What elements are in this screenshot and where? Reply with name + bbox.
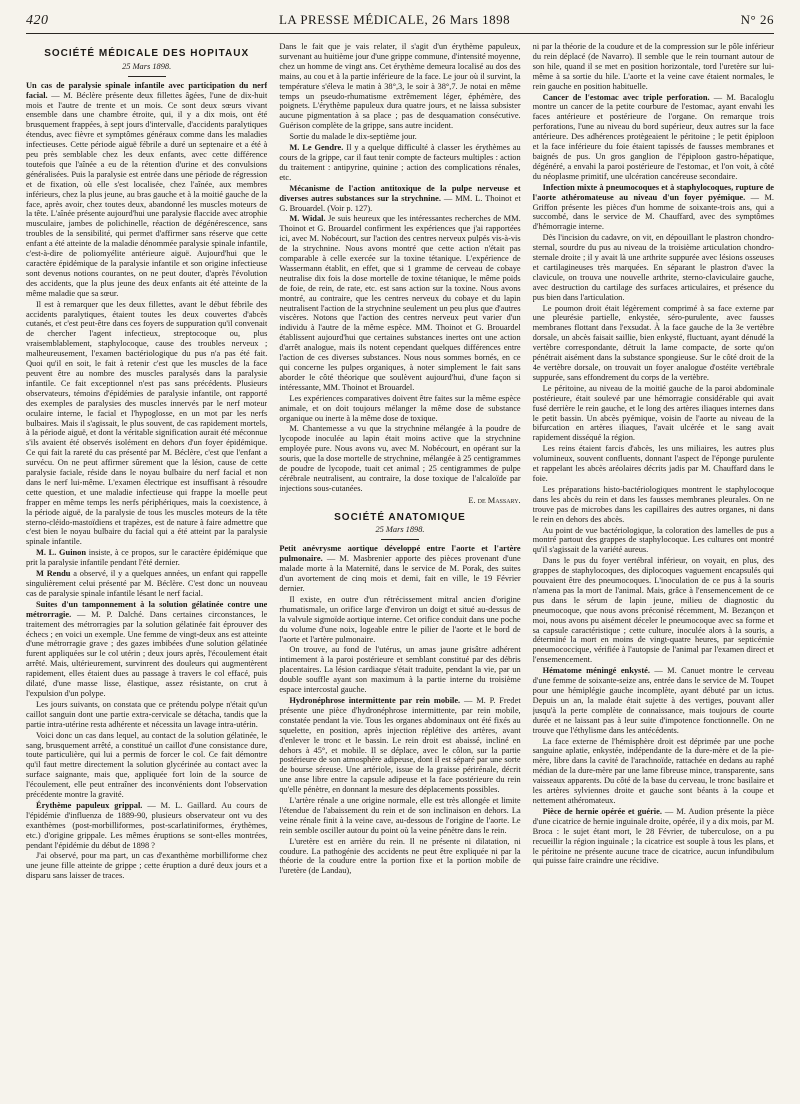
- paragraph: Sortie du malade le dix-septième jour.: [289, 132, 417, 142]
- paragraph: Les jours suivants, on constata que ce prétendu polype n'était qu'un caillot sanguin dont une partie extra-cervicale se détacha, tandis que la partie intra-utérine resta adhérente et nécessita un lavage intra-utérin.: [26, 699, 268, 729]
- paragraph: Il est à remarquer que les deux fillettes, avant le début fébrile des accidents paralytiques, étaient toutes les deux couvertes d'abcès cutanés, et c'est peut-être dans ces foyers de suppuration qu'il convenait de chercher l'agent infectieux, streptocoque ou, plus vraisemblablement, staphylocoque, cause des troubles nerveux ; malheureusement, l'examen bactériologique du pus n'a pas été fait. Quoi qu'il en soit, le fait à retenir c'est que les muscles de la face peuvent être au nombre des muscles paralysés dans la paralysie infantile. Ce fait exceptionnel n'est pas sans précédents. Plusieurs observateurs, témoins d'épidémies de paralysie infantile, ont rapporté des exemples de paralysies des muscles innervés par le nerf moteur oculaire interne, le facial et l'hypoglosse, en un mot par les nerfs bulbaires. Mais il s'agissait, le plus souvent, de cas rapidement mortels, à la période aiguë, et dont la véritable signification aurait été méconnue s'ils avaient été observés isolément en dehors d'un foyer épidémique. Ce qui fait la rareté du cas présenté par M. Béclère, c'est que l'enfant a survécu. On ne peut affirmer sûrement que la lésion, cause de cette paralysie faciale, réside dans le noyau bulbaire du nerf facial et non dans le nerf lui-même. L'examen électrique est insuffisant à résoudre cette question, et une maladie infectieuse qui frappe la moelle peut frapper en même temps les nerfs périphériques, mais la coexistence, à la période aiguë, de la paralysie de tous les muscles moteurs de la tête sterno-cléido-mastoïdiens et trapèzes, est de nature à faire admettre que c'est bien le noyau bulbaire du facial qui a été atteint par la paralysie spinale infantile.: [26, 299, 268, 547]
- paragraph: [279, 143, 520, 183]
- speaker-name: M. Le Gendre.: [289, 143, 344, 153]
- paragraph: Les préparations histo-bactériologiques montrent le staphylocoque dans les abcès du rein et dans les fausses membranes pleurales. On ne trouve pas de microbes dans les capillaires des autres organes, ni dans le rein en dehors des abcès.: [532, 484, 774, 524]
- speaker-name: M. L. Guinon: [36, 548, 87, 558]
- article-title: Hydronéphrose intermittente par rein mobile.: [289, 695, 461, 705]
- paragraph: M. Chantemesse a vu que la strychnine mélangée à la poudre de lycopode inoculée au lapin était moins active que la strychnine employée pure. Nous avons vu, avec M. Nobécourt, en opérant sur la souris, que la dose mortelle de strychnine, mélangée à 25 centigrammes de poudre de lycopode, tuait cet animal ; 25 centigrammes de pulpe cérébrale neutralisent, au contraire, la dose toxique de l'alcaloïde par injections sous-cutanées.: [279, 424, 521, 493]
- paragraph-text: — MM. L. Thoinot et G. Brouardel. (Voir p. 127).: [279, 193, 521, 213]
- section-divider: [128, 76, 166, 77]
- article-title: Un cas de paralysie spinale infantile avec participation du nerf facial.: [26, 80, 268, 100]
- paragraph: Dans le pus du foyer vertébral inférieur, on voyait, en plus, des grappes de staphylocoques, des diplocoques vaguement encapsulés qui pouvaient être des pneumocoques. L'inoculation de ce pus à la souris n'amena pas la mort de l'animal. Mais, grâce à l'ensemencement de ce pus dans le sérum de lapin jeune, milieu de diagnostic du pneumocoque, que nous avons préconisé récemment, M. Bezançon et moi, nous avons pu aisément déceler le pneumocoque avec sa forme et sa capsule caractéristique ; cette culture, inoculée alors à la souris, a déterminé la mort en moins de vingt-quatre heures, par septicémie pneumococcique, vérifiée à l'autopsie de l'animal par l'examen direct et l'ensemencement.: [532, 556, 774, 665]
- journal-title: LA PRESSE MÉDICALE, 26 Mars 1898: [278, 12, 511, 27]
- paragraph-text: — M. Audion présente la pièce d'une cicatrice de hernie inguinale droite, opérée, il y a dix mois, par M. Broca : le sujet étant mort, le 28 Février, de tuberculose, on a pu recueillir la région inguinale ; la cicatrice est souple à tous les plans, et le péritoine ne présente aucune trace de cicatrice, aucun infundibulum qui puisse faire craindre une récidive.: [532, 806, 774, 866]
- text-columns: [26, 42, 774, 1102]
- paragraph-text: — M. Griffon présente les pièces d'un homme de soixante-trois ans, qui a succombé, dans le service de M. Chauffard, avec des symptômes d'hémorragie interne.: [532, 192, 774, 232]
- article-title: Suites d'un tamponnement à la solution gélatinée contre une métrorragie.: [26, 599, 268, 619]
- article-title: Infection mixte à pneumocoques et à staphylocoques, rupture de l'aorte athéromateuse au niveau d'un foyer pyémique.: [532, 182, 774, 202]
- paragraph-text: — M. Canuet montre le cerveau d'une femme de soixante-seize ans, entrée dans le service de M. Toupet pour une hémiplégie gauche incomplète, ayant débuté par un ictus. Depuis un an, la malade était sujette à des vertiges, pouvant aller jusqu'à la perte complète de connaissance, mais toujours de courte durée et ne laissant pas à leur suite d'impotence fonctionnelle. On ne trouve que l'éthylisme dans les antécédents.: [532, 666, 774, 735]
- column-3: [533, 42, 774, 1102]
- section-title: SOCIÉTÉ MÉDICALE DES HOPITAUX: [44, 48, 250, 59]
- paragraph-text: — M. P. Fredet présente une pièce d'hydronéphrose intermittente, par rein mobile, constatée pendant la vie. Tous les organes abdominaux ont été fixés au squelette, en position, après injection réplétive des artères, avant d'enlever le tronc et le bassin. Le rein droit est abaissé, incliné en dehors à 45°, et mobile. Il se déplace, avec le côlon, sur la partie postérieure de son atmosphère adipeuse, dont il est séparé par une sorte de bourse séreuse. Une artériole, issue de la graisse périrénale, décrit une anse libre entre la capsule adipeuse et la face postérieure du rein qu'elle pénètre, en donnant la mesure des déplacements possibles.: [279, 695, 521, 795]
- paragraph: L'uretère est en arrière du rein. Il ne présente ni dilatation, ni coudure. La pathogénie des accidents ne peut être expliquée ni par la théorie de la coudure entre la portion fixe et la portion mobile de l'uretère (de Landau),: [279, 836, 521, 876]
- paragraph: [279, 696, 520, 795]
- paragraph-text: insiste, à ce propos, sur le caractère épidémique que prit la paralysie infantile pendant l'été dernier.: [26, 548, 268, 568]
- paragraph-text: — M. Béclère présente deux fillettes âgées, l'une de dix-huit mois et l'autre de trente et un mois. Ce sont deux sœurs vivant ensemble dans une chambre étroite, qui, il y a dix mois, ont été brusquement frappées, à sept jours d'intervalle, d'accidents paralytiques étendus, avec fièvre et symptômes généraux comme dans les maladies infectieuses. Cette période aiguë fébrile a duré un septenaire et a été à peu près semblable chez les deux enfants, avec cette différence toutefois que l'aînée a eu de la rétention d'urine et des convulsions généralisées. Puis la paralysie est entrée dans une période de régression et de fixation, où elle s'est localisée, chez l'aînée, aux membres inférieurs, chez la plus jeune, au bras gauche et à la moitié gauche de la face, après avoir, chez toutes deux, abandonné les muscles moteurs de la tête. L'aînée présente aujourd'hui une paralysie flaccide avec atrophie musculaire, jambes de polichinelle, réaction de dégénérescence, sans troubles de la sensibilité, qui permet d'affirmer sans réserve que cette enfant a été atteinte de la maladie dénommée paralysie spinale infantile, c'est-à-dire de poliomyélite antérieure aiguë. Aujourd'hui que le caractère épidémique de la paralysie infantile et son origine infectieuse sont devenus notions courantes, on ne peut douter, d'après l'évolution des accidents, que la plus jeune des deux enfants ait été atteinte de la même maladie que sa sœur.: [26, 90, 268, 298]
- issue-number: N° 26: [740, 12, 774, 27]
- section-date: 25 Mars 1898.: [122, 61, 172, 71]
- section-date: 25 Mars 1898.: [375, 525, 425, 535]
- paragraph: [26, 600, 267, 699]
- paragraph: [533, 183, 774, 233]
- paragraph: [279, 214, 520, 392]
- paragraph: Les reins étaient farcis d'abcès, les uns miliaires, les autres plus volumineux, souvent confluents, donnant l'aspect de l'éponge purulente et rappelant les abcès aréolaires décrits jadis par M. Chauffard dans le foie.: [532, 444, 774, 483]
- paragraph-text: Il y a quelque difficulté à classer les érythèmes au cours de la grippe, car il faut tenir compte de facteurs multiples : action du traitement : antipyrine, quinine ; action des complications rénales, etc.: [279, 143, 521, 182]
- article-title: Pièce de hernie opérée et guérie.: [542, 806, 662, 816]
- article-title: Mécanisme de l'action antitoxique de la pulpe nerveuse et diverses autres substances sur la strychnine.: [279, 183, 521, 203]
- section-title: SOCIÉTÉ ANATOMIQUE: [334, 511, 466, 523]
- paragraph-text: — M. Masbrenier apporte des pièces provenant d'une malade morte à la Maternité, dans le service de M. Porak, des suites d'un avortement de cinq mois et demi, fait en ville, le 19 Février dernier.: [279, 554, 521, 594]
- paragraph: Le poumon droit était légèrement comprimé à sa face externe par une pleurésie partielle, enkystée, séro-purulente, avec fausses membranes flottant dans l'exsudat. À la face gauche de la 3e vertèbre dorsale, un abcès faisait saillie, bien enkysté, fluctuant, ayant dénudé la vertèbre correspondante, détruit la lame compacte, de sorte qu'on pénétrait aisément dans la substance spongieuse. Sur le côté droit de la 4e vertèbre dorsale, on trouvait un foyer analogue d'ostéite vertébrale suppurée, sans effondrement du corps de la vertèbre.: [532, 303, 774, 382]
- paragraph-text: — M. Bacaloglu montre un cancer de la petite courbure de l'estomac, ayant envahi les faces antérieure et postérieure de l'organe. On remarque trois perforations, l'une au niveau du bord supérieur, deux autres sur la face antérieure. Des adhérences protègeaient le péritoine ; le petit épiploon et la face inférieure du foie étaient tapissés de fausses membranes et baignés de pus. Un gros ganglion de l'épiploon gastro-hépatique, dégénéré, a envahi la paroi postérieure de l'estomac, et l'on voit, à côté du néoplasme primitif, une ulcération cancéreuse secondaire.: [532, 92, 774, 181]
- speaker-name: M. Widal.: [289, 214, 326, 224]
- paragraph: [26, 569, 267, 599]
- column-1: [26, 42, 267, 1102]
- paragraph: Le péritoine, au niveau de la moitié gauche de la paroi abdominale postérieure, était soulevé par une hémorragie considérable qui avait fusé derrière le rein gauche, et le long des artères iliaques internes dans le petit bassin. Un abcès pyémique, voisin de l'aorte au niveau de la bifurcation en artères iliaques, l'avait ulcérée et le sang avait rapidement disséqué la région.: [532, 383, 774, 443]
- paragraph: Dès l'incision du cadavre, on vit, en dépouillant le plastron chondro-sternal, sourdre du pus au niveau de la troisième articulation chondro-sternale droite ; il y avait là une arthrite suppurée avec lésions osseuses et cartilagineuses très marquées. En séparant le plastron d'avec la clavicule, on trouva une nouvelle arthrite, sterno-claviculaire gauche, avec destruction du cartilage des surfaces articulaires, et présence du pus bien dans l'articulation.: [532, 233, 774, 302]
- paragraph: Au point de vue bactériologique, la coloration des lamelles de pus a montré partout des grappes de staphylocoque. Les cultures ont montré qu'il s'agissait de la variété aureus.: [532, 525, 774, 555]
- paragraph: ni par la théorie de la coudure et de la compression sur le pôle inférieur du rein déplacé (de Navarro). Il semble que le rein tournant autour de son hile, quand il se met en position horizontale, tord l'uretère sur lui-même à sa sortie du hile. L'aorte et la veine cave étaient normales, le rein gauche en position habituelle.: [532, 42, 774, 91]
- column-2: [279, 42, 520, 1102]
- article-title: Hématome méningé enkysté.: [542, 666, 650, 676]
- article-title: Érythème papuleux grippal.: [36, 800, 143, 810]
- paragraph: [26, 81, 267, 299]
- paragraph: [279, 544, 520, 594]
- paragraph: [279, 184, 520, 214]
- paragraph-text: — M. L. Gaillard. Au cours de l'épidémie d'influenza de 1889-90, plusieurs observateur ont vu des exanthèmes (post-morbilliformes, post-scarlatiniformes, érythèmes, etc.) d'origine grippale. Les mêmes éruptions se sont-elles montrées, pendant l'épidémie du début de 1898 ?: [26, 800, 268, 850]
- paragraph: L'artère rénale a une origine normale, elle est très allongée et limite l'étendue de l'abaissement du rein et de son inclinaison en dehors. La veine rénale finit à la veine cave, au-dessous de l'origine de l'aorte. Le rein semble osciller autour du point où la veine pénètre dans le rein.: [279, 796, 521, 835]
- section-divider: [381, 539, 419, 540]
- paragraph: [533, 93, 774, 182]
- article-title: Petit anévrysme aortique développé entre l'aorte et l'artère pulmonaire.: [279, 544, 521, 564]
- paragraph: [26, 548, 267, 568]
- speaker-name: M Rendu: [36, 569, 71, 579]
- running-header: [26, 12, 774, 34]
- paragraph: [26, 801, 267, 851]
- paragraph: Dans le fait que je vais relater, il s'agit d'un érythème papuleux, survenant au huitième jour d'une grippe commune, d'intensité moyenne, chez un homme de vingt ans. Cet érythème demeura localisé au dos des mains, au cou et à la partie inférieure de la face. Le jour où il survint, la température s'éleva le matin à 38°,3, le soir à 38°,7. Je notai en même temps un pseudo-rhumatisme extrêmement léger, éphémère, des poignets. L'érythème papuleux dura quatre jours, et ne laissa subsister aucune pigmentation à sa place ; pas de desquamation consécutive. Guérison complète de la grippe, sans autre incident.: [279, 42, 521, 131]
- signature: E. de Massary.: [468, 495, 521, 505]
- page-number: 420: [26, 13, 49, 28]
- paragraph: [533, 666, 774, 735]
- paragraph-text: a observé, il y a quelques années, un enfant qui rappelle singulièrement celui présenté par M. Béclère. C'est donc un nouveau cas de paralysie spinale infantile lésant le nerf facial.: [26, 569, 268, 598]
- paragraph: Les expériences comparatives doivent être faites sur la même espèce animale, et on doit toujours mélanger la même dose de substance organique ou inerte à la même dose de toxique.: [279, 393, 521, 423]
- paragraph: La face externe de l'hémisphère droit est déprimée par une poche sanguine aplatie, enkystée, indépendante de la dure-mère et de la pie-mère, libre dans la cavité de l'arachnoïde, rattachée en dedans au raphé médian de la dure-mère par une lame fibreuse mince, transparente, sans vaisseaux apparents. Du côté de la base du cerveau, le tronc basilaire et les artères sylviennes droite et gauche sont béants à la coupe et nettement athéromateux.: [532, 736, 774, 805]
- paragraph-text: Je suis heureux que les intéressantes recherches de MM. Thoinot et G. Brouardel confirment les expériences que j'ai rapportées ici, avec M. Nobécourt, sur l'action des centres nerveux pulpés vis-à-vis de la strychnine. Nous avons montré que cette action n'était pas comparable à celle exercée sur la toxine tétanique. L'expérience de Wassermann établit, en effet, que si 1 gramme de cerveau de cobaye neutralise dix fois la dose mortelle de toxine tétanique, le même poids de foie, de rein, de rate, etc. est sans action sur la toxine. Nous avons montré, au contraire, que les centres nerveux du cobaye et du lapin neutralisent l'action de la strychnine seulement un peu plus que d'autres viscères. Notons que l'action des centres nerveux peut varier d'un individu à l'autre de la même espèce. MM. Thoinot et G. Brouardel établissent aujourd'hui que certaines substances inertes ont une action d'arrêt analogue, mais ils notent cependant quelques différences entre l'action de ces diverses substances. Nous nous sommes bornés, en ce qui concerne les pulpes organiques, à noter simplement le fait sans aborder le côté théorique que soulèvent aujourd'hui, d'une façon si intéressante, MM. Thoinot et Brouardel.: [279, 214, 521, 392]
- paragraph: J'ai observé, pour ma part, un cas d'exanthème morbilliforme chez une jeune fille atteinte de grippe ; cette éruption a duré deux jours et a disparu sans laisser de traces.: [26, 851, 268, 881]
- paragraph: Voici donc un cas dans lequel, au contact de la solution gélatinée, le sang, brusquement arrêté, a constitué un caillot d'une consistance dure, toute particulière, qui lui a permis de forcer le col. Ce fait démontre qu'il faut mettre directement la solution glycérinée au contact avec la surface saignante, mais que, appliquée fort loin de la source de l'écoulement, elle peut entraîner des inconvénients dont l'observation précédente montre la gravité.: [26, 730, 268, 800]
- paragraph-text: — M. P. Dalché. Dans certaines circonstances, le traitement des métrorragies par la solution gélatinée fait éprouver des échecs ; en voici un exemple. Une femme de vingt-deux ans est atteinte d'une métrorragie grave ; des gazes imbibées d'une solution gélatinée furent appliquées sur le col utérin ; deux jours après, l'écoulement était arrêté. Mais, ultérieurement, survinrent des douleurs qui augmentèrent rapidement, elles étaient dues au passage à travers le col effacé, puis dilaté, d'une masse lisse, élastique, assez résistante, on crut à l'expulsion d'un polype.: [26, 609, 268, 698]
- paragraph: On trouve, au fond de l'utérus, un amas jaune grisâtre adhérent intimement à la paroi postérieure et semblant constitué par des débris placentaires. La lésion cardiaque s'était traduite, pendant la vie, par un double souffle ayant son maximum à la partie interne du troisième espace intercostal gauche.: [279, 645, 521, 695]
- paragraph: [533, 807, 774, 866]
- article-title: Cancer de l'estomac avec triple perforation.: [542, 92, 710, 102]
- paragraph: Il existe, en outre d'un rétrécissement mitral ancien d'origine rhumatismale, un orifice large d'environ un doigt et situé au-dessus de la valvule sigmoïde aortique interne. Cet orifice conduit dans une poche du volume d'une noix, logeable entre le pilier de l'aorte et le bord de l'aorte et l'artère pulmonaire.: [279, 594, 521, 644]
